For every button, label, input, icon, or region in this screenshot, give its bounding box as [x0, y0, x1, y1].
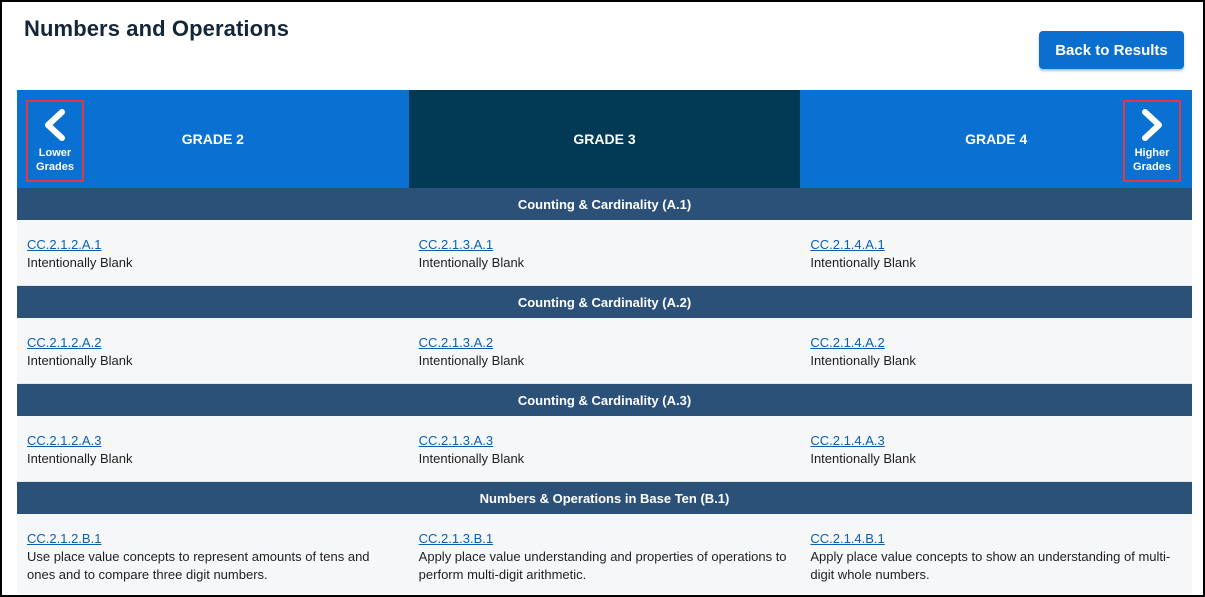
standard-cell — [800, 318, 1192, 383]
chevron-left-icon — [41, 108, 69, 142]
grade-tab-label: GRADE 3 — [573, 131, 636, 147]
standard-description: Intentionally Blank — [418, 255, 525, 270]
lower-grades-label-line1: Lower — [38, 147, 72, 159]
standard-cell — [17, 514, 409, 594]
standard-link[interactable]: CC.2.1.4.A.2 — [810, 335, 885, 350]
standards-row — [17, 514, 1192, 594]
standard-description: Use place value concepts to represent amounts of tens and ones and to compare three digit numbers. — [27, 549, 370, 582]
standards-row — [17, 416, 1192, 482]
lower-grades-button[interactable] — [26, 100, 84, 182]
standard-link[interactable]: CC.2.1.2.A.1 — [27, 237, 102, 252]
standard-link[interactable]: CC.2.1.4.B.1 — [810, 531, 885, 546]
higher-grades-label-line1: Higher — [1134, 147, 1170, 159]
standard-description: Intentionally Blank — [418, 353, 525, 368]
standard-link[interactable]: CC.2.1.3.A.2 — [418, 335, 494, 350]
standard-description: Intentionally Blank — [418, 451, 525, 466]
section-header: Counting & Cardinality (A.1) — [17, 188, 1192, 220]
standard-description: Intentionally Blank — [810, 255, 916, 270]
section-header: Counting & Cardinality (A.2) — [17, 286, 1192, 318]
standard-link[interactable]: CC.2.1.4.A.1 — [810, 237, 885, 252]
standard-description: Intentionally Blank — [810, 353, 916, 368]
standard-cell — [800, 220, 1192, 285]
grade-tab-label: GRADE 2 — [181, 131, 244, 147]
grade-tab-label: GRADE 4 — [965, 131, 1028, 147]
standard-cell — [17, 220, 409, 285]
higher-grades-label-line2: Grades — [1133, 161, 1171, 173]
standard-link[interactable]: CC.2.1.2.B.1 — [27, 531, 102, 546]
standards-table — [17, 188, 1192, 594]
grade-bar — [17, 90, 1192, 188]
standards-row — [17, 220, 1192, 286]
grade-tab-3[interactable] — [409, 90, 801, 188]
standard-cell — [409, 514, 801, 594]
standard-description: Intentionally Blank — [27, 255, 133, 270]
standard-link[interactable]: CC.2.1.2.A.3 — [27, 433, 102, 448]
standard-description: Apply place value concepts to show an understanding of multi-digit whole numbers. — [810, 549, 1171, 582]
standard-cell — [800, 514, 1192, 594]
standard-link[interactable]: CC.2.1.3.A.1 — [418, 237, 494, 252]
standard-cell — [17, 318, 409, 383]
standard-link[interactable]: CC.2.1.2.A.2 — [27, 335, 102, 350]
standard-link[interactable]: CC.2.1.4.A.3 — [810, 433, 885, 448]
standard-cell — [409, 416, 801, 481]
higher-grades-button[interactable] — [1123, 100, 1181, 182]
standard-cell — [17, 416, 409, 481]
standard-cell — [409, 220, 801, 285]
standard-cell — [800, 416, 1192, 481]
standards-row — [17, 318, 1192, 384]
section-header: Counting & Cardinality (A.3) — [17, 384, 1192, 416]
standard-link[interactable]: CC.2.1.3.A.3 — [418, 433, 494, 448]
standard-description: Intentionally Blank — [27, 451, 133, 466]
section-header: Numbers & Operations in Base Ten (B.1) — [17, 482, 1192, 514]
lower-grades-label-line2: Grades — [36, 161, 74, 173]
standard-description: Apply place value understanding and properties of operations to perform multi-digit arithmetic. — [418, 549, 787, 582]
chevron-right-icon — [1138, 108, 1166, 142]
back-to-results-button[interactable]: Back to Results — [1039, 31, 1184, 69]
standard-link[interactable]: CC.2.1.3.B.1 — [418, 531, 494, 546]
standard-description: Intentionally Blank — [27, 353, 133, 368]
standard-cell — [409, 318, 801, 383]
standard-description: Intentionally Blank — [810, 451, 916, 466]
page-title: Numbers and Operations — [24, 16, 290, 41]
